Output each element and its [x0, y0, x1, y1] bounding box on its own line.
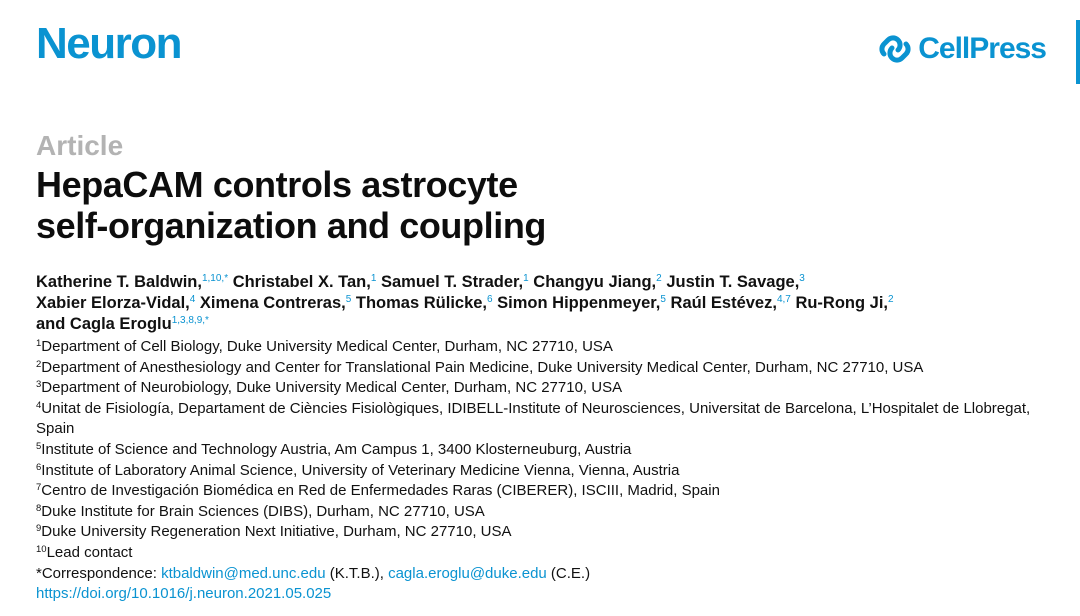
author-affiliation-ref[interactable]: 4 [189, 294, 196, 305]
author-line [36, 314, 1046, 335]
author-name[interactable]: Simon Hippenmeyer, [497, 294, 661, 312]
affiliation-text: Institute of Science and Technology Austria, Am Campus 1, 3400 Klosterneuburg, Austria [41, 440, 632, 458]
edge-bar [1076, 20, 1080, 84]
author-name[interactable]: Xabier Elorza-Vidal, [36, 294, 190, 312]
affiliation-number: 8 [36, 502, 42, 514]
author-name[interactable]: and Cagla Eroglu [36, 315, 172, 333]
author-name[interactable]: Thomas Rülicke, [355, 294, 488, 312]
author-name[interactable]: Katherine T. Baldwin, [36, 273, 202, 291]
author-name[interactable]: Raúl Estévez, [670, 294, 777, 312]
publisher-logo[interactable] [879, 32, 1046, 66]
author-affiliation-ref[interactable]: 5 [660, 294, 666, 305]
author-affiliation-ref[interactable]: 1,3,8,9,* [171, 315, 209, 326]
author-affiliation-ref[interactable]: 1,10,* [201, 273, 229, 284]
affiliation-item [36, 337, 1051, 358]
affiliation-text: Department of Cell Biology, Duke University Medical Center, Durham, NC 27710, USA [41, 338, 613, 355]
affiliation-item [36, 461, 1051, 482]
email-link[interactable]: ktbaldwin@med.unc.edu [161, 564, 326, 582]
affiliation-item [36, 378, 1051, 399]
author-affiliation-ref[interactable]: 5 [345, 294, 352, 305]
author-name[interactable]: Ximena Contreras, [199, 294, 346, 312]
author-line [36, 272, 1046, 293]
affiliation-number: 3 [36, 379, 42, 391]
affiliation-number: 4 [36, 399, 42, 411]
author-affiliation-ref[interactable]: 1 [370, 273, 377, 284]
doi-link[interactable]: https://doi.org/10.1016/j.neuron.2021.05.025 [36, 585, 332, 603]
affiliation-list [36, 337, 1051, 605]
affiliation-text: Lead contact [46, 543, 133, 561]
email-link[interactable]: cagla.eroglu@duke.edu [388, 564, 547, 582]
author-name[interactable]: Ru-Rong Ji, [795, 294, 889, 312]
affiliation-number: 2 [36, 358, 42, 370]
correspondence-label: *Correspondence: [36, 564, 162, 582]
affiliation-number: 9 [36, 523, 42, 535]
author-name[interactable]: Christabel X. Tan, [232, 273, 371, 291]
affiliation-item [36, 481, 1051, 502]
affiliation-item [36, 543, 1051, 564]
article-title [36, 164, 546, 246]
author-affiliation-ref[interactable]: 2 [888, 294, 894, 305]
article-type-label: Article [36, 130, 124, 161]
correspondence-initials: (K.T.B.), [325, 564, 389, 582]
affiliation-item [36, 399, 1051, 440]
author-name[interactable]: Justin T. Savage, [666, 273, 800, 291]
affiliation-number: 6 [36, 461, 42, 473]
affiliation-item [36, 502, 1051, 523]
author-line [36, 293, 1046, 314]
publisher-name: CellPress [918, 32, 1046, 65]
author-affiliation-ref[interactable]: 4,7 [776, 294, 791, 305]
affiliation-number: 1 [36, 338, 42, 349]
journal-logo[interactable]: Neuron [36, 19, 181, 68]
author-affiliation-ref[interactable]: 1 [523, 273, 529, 284]
affiliation-item [36, 358, 1051, 379]
correspondence-initials: (C.E.) [546, 564, 591, 582]
affiliation-text: Institute of Laboratory Animal Science, University of Veterinary Medicine Vienna, Vienna, Austria [41, 461, 680, 479]
author-name[interactable]: Changyu Jiang, [533, 273, 657, 291]
author-affiliation-ref[interactable]: 2 [656, 273, 662, 284]
author-name[interactable]: Samuel T. Strader, [380, 273, 524, 291]
title-line: self-organization and coupling [36, 205, 547, 246]
affiliation-item [36, 440, 1051, 461]
author-list [36, 272, 1046, 335]
affiliation-text: Department of Neurobiology, Duke University Medical Center, Durham, NC 27710, USA [41, 379, 623, 397]
affiliation-text: Centro de Investigación Biomédica en Red de Enfermedades Raras (CIBERER), ISCIII, Madrid, Spain [41, 482, 720, 500]
affiliation-item [36, 522, 1051, 543]
doi-line [36, 584, 1051, 605]
affiliation-number: 10 [36, 543, 47, 555]
cellpress-icon [879, 33, 911, 65]
title-line: HepaCAM controls astrocyte [36, 164, 518, 205]
affiliation-number: 7 [36, 482, 42, 494]
affiliation-text: Unitat de Fisiología, Departament de Ciències Fisiològiques, IDIBELL-Institute of Neurosciences, Universitat de Barcelona, L’Hospitalet de Llobregat, Spain [36, 399, 1031, 438]
affiliation-text: Duke University Regeneration Next Initiative, Durham, NC 27710, USA [41, 523, 512, 541]
affiliation-text: Department of Anesthesiology and Center for Translational Pain Medicine, Duke University Medical Center, Durham, NC 27710, USA [41, 358, 924, 376]
affiliation-number: 5 [36, 440, 42, 452]
affiliation-text: Duke Institute for Brain Sciences (DIBS), Durham, NC 27710, USA [41, 502, 485, 520]
correspondence-line [36, 564, 1051, 585]
author-affiliation-ref[interactable]: 6 [487, 294, 493, 305]
author-affiliation-ref[interactable]: 3 [799, 273, 805, 284]
